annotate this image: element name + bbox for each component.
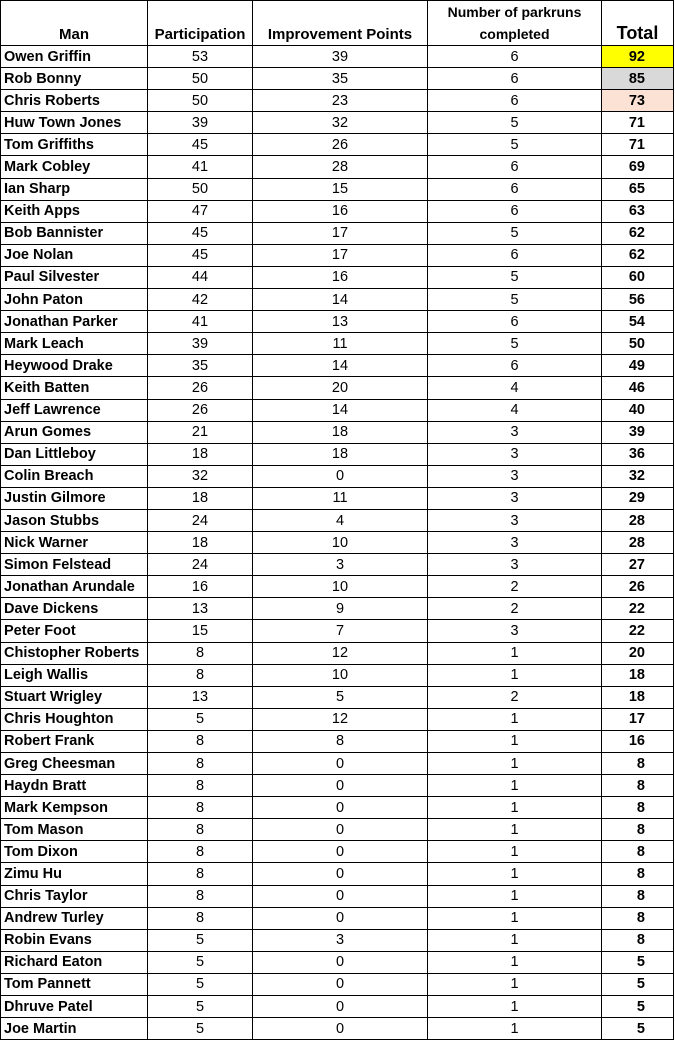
cell-parkruns-completed: 3 (428, 421, 602, 443)
table-row (1, 222, 674, 244)
cell-participation: 41 (148, 156, 253, 178)
cell-parkruns-completed: 5 (428, 333, 602, 355)
cell-participation: 15 (148, 620, 253, 642)
cell-improvement-points: 10 (253, 532, 428, 554)
cell-parkruns-completed: 2 (428, 598, 602, 620)
cell-parkruns-completed: 5 (428, 222, 602, 244)
header-man: Man (1, 1, 148, 46)
cell-name: Robin Evans (1, 929, 148, 951)
cell-name: Tom Pannett (1, 973, 148, 995)
cell-total: 17 (602, 708, 674, 730)
cell-improvement-points: 0 (253, 841, 428, 863)
cell-name: Nick Warner (1, 532, 148, 554)
cell-parkruns-completed: 6 (428, 355, 602, 377)
cell-name: Leigh Wallis (1, 664, 148, 686)
header-improvement-points: Improvement Points (253, 1, 428, 46)
cell-participation: 5 (148, 708, 253, 730)
cell-total: 8 (602, 929, 674, 951)
cell-participation: 50 (148, 90, 253, 112)
cell-total: 20 (602, 642, 674, 664)
cell-participation: 24 (148, 554, 253, 576)
table-row (1, 797, 674, 819)
cell-participation: 45 (148, 244, 253, 266)
cell-parkruns-completed: 6 (428, 200, 602, 222)
table-row (1, 200, 674, 222)
cell-parkruns-completed: 1 (428, 730, 602, 752)
cell-improvement-points: 35 (253, 68, 428, 90)
cell-parkruns-completed: 3 (428, 554, 602, 576)
cell-name: Andrew Turley (1, 907, 148, 929)
cell-participation: 45 (148, 222, 253, 244)
cell-name: Simon Felstead (1, 554, 148, 576)
cell-improvement-points: 16 (253, 200, 428, 222)
cell-improvement-points: 5 (253, 686, 428, 708)
table-row (1, 421, 674, 443)
cell-participation: 39 (148, 333, 253, 355)
cell-parkruns-completed: 1 (428, 841, 602, 863)
header-parkruns-completed: Number of parkruns completed (428, 1, 602, 46)
cell-participation: 47 (148, 200, 253, 222)
cell-improvement-points: 0 (253, 819, 428, 841)
cell-total: 32 (602, 465, 674, 487)
cell-participation: 8 (148, 907, 253, 929)
cell-name: Peter Foot (1, 620, 148, 642)
cell-parkruns-completed: 1 (428, 863, 602, 885)
cell-name: Tom Dixon (1, 841, 148, 863)
cell-total: 8 (602, 775, 674, 797)
cell-total: 69 (602, 156, 674, 178)
cell-total: 56 (602, 289, 674, 311)
cell-name: Tom Griffiths (1, 134, 148, 156)
cell-participation: 8 (148, 841, 253, 863)
table-row (1, 443, 674, 465)
cell-improvement-points: 8 (253, 730, 428, 752)
cell-total: 39 (602, 421, 674, 443)
cell-improvement-points: 16 (253, 266, 428, 288)
cell-parkruns-completed: 1 (428, 1018, 602, 1040)
cell-total: 71 (602, 112, 674, 134)
table-row (1, 951, 674, 973)
cell-participation: 8 (148, 642, 253, 664)
cell-name: Richard Eaton (1, 951, 148, 973)
table-row (1, 465, 674, 487)
cell-parkruns-completed: 2 (428, 686, 602, 708)
cell-total: 16 (602, 730, 674, 752)
table-row (1, 377, 674, 399)
cell-parkruns-completed: 1 (428, 929, 602, 951)
cell-improvement-points: 0 (253, 465, 428, 487)
cell-total: 62 (602, 244, 674, 266)
cell-name: Greg Cheesman (1, 753, 148, 775)
cell-parkruns-completed: 3 (428, 620, 602, 642)
table-row (1, 753, 674, 775)
cell-total: 92 (602, 46, 674, 68)
cell-name: Mark Leach (1, 333, 148, 355)
cell-participation: 26 (148, 399, 253, 421)
cell-parkruns-completed: 1 (428, 996, 602, 1018)
cell-total: 18 (602, 664, 674, 686)
cell-participation: 18 (148, 532, 253, 554)
table-row (1, 863, 674, 885)
cell-improvement-points: 20 (253, 377, 428, 399)
cell-improvement-points: 14 (253, 355, 428, 377)
cell-improvement-points: 0 (253, 775, 428, 797)
cell-name: Heywood Drake (1, 355, 148, 377)
cell-participation: 50 (148, 68, 253, 90)
table-row (1, 885, 674, 907)
cell-total: 85 (602, 68, 674, 90)
table-row (1, 708, 674, 730)
cell-participation: 8 (148, 797, 253, 819)
cell-parkruns-completed: 6 (428, 46, 602, 68)
cell-parkruns-completed: 1 (428, 664, 602, 686)
cell-participation: 5 (148, 1018, 253, 1040)
cell-name: Keith Batten (1, 377, 148, 399)
cell-participation: 8 (148, 775, 253, 797)
cell-parkruns-completed: 1 (428, 642, 602, 664)
cell-participation: 24 (148, 509, 253, 531)
cell-total: 40 (602, 399, 674, 421)
cell-parkruns-completed: 1 (428, 819, 602, 841)
cell-parkruns-completed: 3 (428, 487, 602, 509)
cell-participation: 8 (148, 730, 253, 752)
cell-improvement-points: 10 (253, 664, 428, 686)
cell-name: Chris Houghton (1, 708, 148, 730)
cell-participation: 13 (148, 598, 253, 620)
cell-total: 63 (602, 200, 674, 222)
cell-improvement-points: 9 (253, 598, 428, 620)
cell-parkruns-completed: 1 (428, 973, 602, 995)
cell-participation: 26 (148, 377, 253, 399)
table-row (1, 819, 674, 841)
cell-participation: 41 (148, 311, 253, 333)
cell-total: 8 (602, 885, 674, 907)
cell-improvement-points: 10 (253, 576, 428, 598)
cell-name: Huw Town Jones (1, 112, 148, 134)
cell-improvement-points: 23 (253, 90, 428, 112)
table-row (1, 598, 674, 620)
cell-name: Chistopher Roberts (1, 642, 148, 664)
table-row (1, 399, 674, 421)
cell-parkruns-completed: 6 (428, 156, 602, 178)
cell-improvement-points: 0 (253, 885, 428, 907)
cell-parkruns-completed: 1 (428, 797, 602, 819)
table-row (1, 664, 674, 686)
cell-participation: 8 (148, 885, 253, 907)
cell-improvement-points: 26 (253, 134, 428, 156)
cell-name: Jonathan Parker (1, 311, 148, 333)
cell-name: Justin Gilmore (1, 487, 148, 509)
cell-name: Ian Sharp (1, 178, 148, 200)
cell-name: Robert Frank (1, 730, 148, 752)
cell-name: Dave Dickens (1, 598, 148, 620)
cell-improvement-points: 0 (253, 863, 428, 885)
cell-total: 8 (602, 797, 674, 819)
table-row (1, 156, 674, 178)
cell-parkruns-completed: 1 (428, 951, 602, 973)
cell-parkruns-completed: 3 (428, 465, 602, 487)
cell-name: Chris Roberts (1, 90, 148, 112)
cell-name: Stuart Wrigley (1, 686, 148, 708)
cell-participation: 8 (148, 753, 253, 775)
table-row (1, 554, 674, 576)
cell-total: 29 (602, 487, 674, 509)
table-body (1, 46, 674, 1040)
table-row (1, 973, 674, 995)
cell-parkruns-completed: 5 (428, 289, 602, 311)
cell-participation: 5 (148, 929, 253, 951)
table-row (1, 112, 674, 134)
cell-name: Owen Griffin (1, 46, 148, 68)
cell-improvement-points: 28 (253, 156, 428, 178)
table-row (1, 841, 674, 863)
table-row (1, 576, 674, 598)
cell-improvement-points: 11 (253, 487, 428, 509)
cell-improvement-points: 17 (253, 222, 428, 244)
cell-participation: 21 (148, 421, 253, 443)
table-row (1, 929, 674, 951)
table-row (1, 333, 674, 355)
cell-name: Jonathan Arundale (1, 576, 148, 598)
table-row (1, 642, 674, 664)
cell-total: 54 (602, 311, 674, 333)
header-total: Total (602, 1, 674, 46)
cell-participation: 32 (148, 465, 253, 487)
cell-total: 8 (602, 819, 674, 841)
table-row (1, 730, 674, 752)
cell-participation: 53 (148, 46, 253, 68)
cell-parkruns-completed: 2 (428, 576, 602, 598)
cell-name: Tom Mason (1, 819, 148, 841)
cell-improvement-points: 18 (253, 443, 428, 465)
cell-improvement-points: 11 (253, 333, 428, 355)
cell-participation: 16 (148, 576, 253, 598)
cell-name: Mark Cobley (1, 156, 148, 178)
cell-total: 28 (602, 532, 674, 554)
cell-name: Dhruve Patel (1, 996, 148, 1018)
cell-total: 49 (602, 355, 674, 377)
header-participation: Participation (148, 1, 253, 46)
cell-participation: 8 (148, 819, 253, 841)
table-row (1, 266, 674, 288)
cell-parkruns-completed: 5 (428, 112, 602, 134)
cell-total: 60 (602, 266, 674, 288)
cell-participation: 5 (148, 973, 253, 995)
table-row (1, 178, 674, 200)
table-row (1, 311, 674, 333)
cell-parkruns-completed: 6 (428, 244, 602, 266)
cell-participation: 5 (148, 996, 253, 1018)
cell-participation: 39 (148, 112, 253, 134)
cell-improvement-points: 14 (253, 289, 428, 311)
cell-total: 28 (602, 509, 674, 531)
cell-total: 8 (602, 907, 674, 929)
cell-improvement-points: 0 (253, 996, 428, 1018)
cell-parkruns-completed: 4 (428, 399, 602, 421)
cell-total: 36 (602, 443, 674, 465)
cell-participation: 8 (148, 664, 253, 686)
cell-total: 62 (602, 222, 674, 244)
cell-total: 8 (602, 863, 674, 885)
cell-name: Mark Kempson (1, 797, 148, 819)
cell-improvement-points: 15 (253, 178, 428, 200)
cell-parkruns-completed: 5 (428, 134, 602, 156)
cell-improvement-points: 0 (253, 973, 428, 995)
cell-improvement-points: 12 (253, 708, 428, 730)
cell-total: 73 (602, 90, 674, 112)
table-row (1, 509, 674, 531)
cell-name: Dan Littleboy (1, 443, 148, 465)
cell-parkruns-completed: 4 (428, 377, 602, 399)
cell-participation: 18 (148, 443, 253, 465)
cell-name: Bob Bannister (1, 222, 148, 244)
table-row (1, 1018, 674, 1040)
cell-improvement-points: 0 (253, 753, 428, 775)
cell-parkruns-completed: 1 (428, 708, 602, 730)
cell-total: 8 (602, 753, 674, 775)
table-row (1, 532, 674, 554)
cell-name: Chris Taylor (1, 885, 148, 907)
cell-name: Paul Silvester (1, 266, 148, 288)
cell-parkruns-completed: 6 (428, 68, 602, 90)
table-row (1, 907, 674, 929)
cell-improvement-points: 0 (253, 1018, 428, 1040)
cell-total: 22 (602, 598, 674, 620)
cell-total: 8 (602, 841, 674, 863)
cell-parkruns-completed: 6 (428, 178, 602, 200)
cell-name: Joe Martin (1, 1018, 148, 1040)
cell-total: 5 (602, 996, 674, 1018)
cell-improvement-points: 12 (253, 642, 428, 664)
cell-parkruns-completed: 1 (428, 907, 602, 929)
cell-improvement-points: 0 (253, 797, 428, 819)
cell-name: Jason Stubbs (1, 509, 148, 531)
cell-name: Haydn Bratt (1, 775, 148, 797)
cell-parkruns-completed: 1 (428, 753, 602, 775)
cell-improvement-points: 17 (253, 244, 428, 266)
cell-parkruns-completed: 5 (428, 266, 602, 288)
cell-total: 71 (602, 134, 674, 156)
cell-name: Jeff Lawrence (1, 399, 148, 421)
cell-total: 18 (602, 686, 674, 708)
table-row (1, 487, 674, 509)
cell-participation: 42 (148, 289, 253, 311)
cell-improvement-points: 0 (253, 907, 428, 929)
cell-participation: 18 (148, 487, 253, 509)
cell-total: 5 (602, 1018, 674, 1040)
table-row (1, 46, 674, 68)
cell-total: 5 (602, 951, 674, 973)
cell-name: Keith Apps (1, 200, 148, 222)
cell-participation: 50 (148, 178, 253, 200)
cell-name: Joe Nolan (1, 244, 148, 266)
cell-improvement-points: 7 (253, 620, 428, 642)
cell-participation: 13 (148, 686, 253, 708)
cell-participation: 45 (148, 134, 253, 156)
cell-improvement-points: 3 (253, 929, 428, 951)
cell-parkruns-completed: 1 (428, 885, 602, 907)
cell-total: 5 (602, 973, 674, 995)
cell-name: Arun Gomes (1, 421, 148, 443)
cell-improvement-points: 4 (253, 509, 428, 531)
cell-improvement-points: 3 (253, 554, 428, 576)
cell-improvement-points: 39 (253, 46, 428, 68)
cell-parkruns-completed: 3 (428, 532, 602, 554)
cell-improvement-points: 0 (253, 951, 428, 973)
cell-total: 50 (602, 333, 674, 355)
cell-parkruns-completed: 3 (428, 509, 602, 531)
cell-improvement-points: 14 (253, 399, 428, 421)
cell-participation: 35 (148, 355, 253, 377)
header-row (1, 1, 674, 46)
cell-improvement-points: 18 (253, 421, 428, 443)
table-row (1, 355, 674, 377)
cell-name: Zimu Hu (1, 863, 148, 885)
cell-total: 46 (602, 377, 674, 399)
cell-parkruns-completed: 6 (428, 311, 602, 333)
cell-name: John Paton (1, 289, 148, 311)
cell-parkruns-completed: 1 (428, 775, 602, 797)
cell-improvement-points: 32 (253, 112, 428, 134)
table-row (1, 996, 674, 1018)
cell-total: 65 (602, 178, 674, 200)
table-row (1, 134, 674, 156)
cell-participation: 44 (148, 266, 253, 288)
table-row (1, 244, 674, 266)
table-row (1, 620, 674, 642)
table-row (1, 775, 674, 797)
table-row (1, 90, 674, 112)
cell-total: 27 (602, 554, 674, 576)
cell-total: 26 (602, 576, 674, 598)
cell-total: 22 (602, 620, 674, 642)
table-row (1, 686, 674, 708)
cell-name: Rob Bonny (1, 68, 148, 90)
table-row (1, 68, 674, 90)
cell-parkruns-completed: 3 (428, 443, 602, 465)
cell-participation: 5 (148, 951, 253, 973)
cell-name: Colin Breach (1, 465, 148, 487)
cell-improvement-points: 13 (253, 311, 428, 333)
cell-participation: 8 (148, 863, 253, 885)
cell-parkruns-completed: 6 (428, 90, 602, 112)
table-row (1, 289, 674, 311)
